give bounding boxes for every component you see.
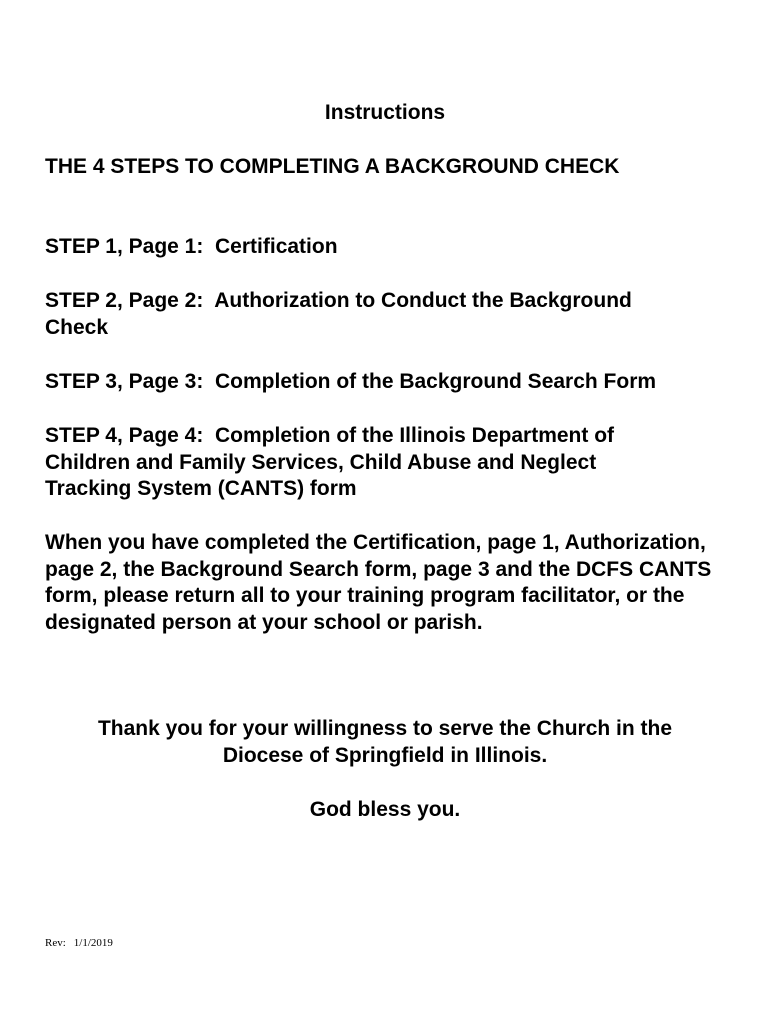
step-1: STEP 1, Page 1: Certification [45, 235, 338, 258]
thank-you-message: Thank you for your willingness to serve the Church in the Diocese of Springfield in Illinois. [97, 717, 673, 767]
step-3: STEP 3, Page 3: Completion of the Background Search Form [45, 370, 657, 393]
revision-date: 1/1/2019 [73, 937, 113, 949]
blessing-message: God bless you. [309, 798, 461, 821]
document-subheading: THE 4 STEPS TO COMPLETING A BACKGROUND CHECK [45, 155, 620, 178]
revision-note [45, 936, 113, 950]
step-4: STEP 4, Page 4: Completion of the Illinois Department of Children and Family Services, Child Abuse and Neglect Tracking System (CANTS) form [45, 424, 620, 500]
step-2: STEP 2, Page 2: Authorization to Conduct the Background Check [45, 289, 638, 339]
document-heading: Instructions [324, 101, 446, 124]
revision-label: Rev: [45, 937, 66, 949]
return-instructions: When you have completed the Certification, page 1, Authorization, page 2, the Background Search form, page 3 and the DCFS CANTS form, please return all to your training program facilitator, or the designated person at your school or parish. [45, 531, 712, 634]
